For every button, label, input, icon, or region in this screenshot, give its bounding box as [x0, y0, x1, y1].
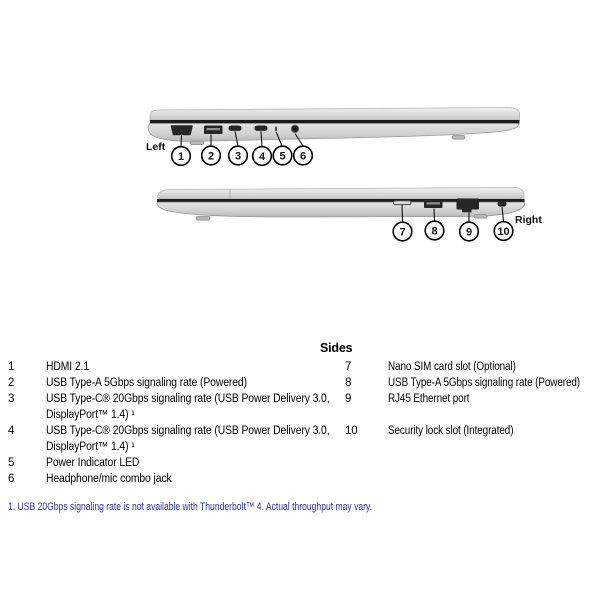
callout-3: [229, 146, 248, 165]
port-description: Headphone/mic combo jack: [46, 473, 172, 485]
power-led: [275, 127, 277, 132]
svg-text:3: 3: [234, 150, 242, 163]
right-side-label: Right: [515, 214, 542, 226]
rj45-notch: [462, 209, 472, 212]
port-number: 8: [345, 377, 352, 389]
svg-text:4: 4: [258, 151, 266, 163]
callout-5: [273, 146, 292, 165]
callout-2: [202, 146, 221, 165]
port-description: Security lock slot (Integrated): [388, 425, 514, 437]
usb-c-port-2: [255, 126, 268, 131]
sides-table-title: Sides: [320, 341, 353, 355]
svg-text:2: 2: [207, 150, 215, 163]
laptop-foot: [474, 215, 487, 219]
ports-table: [0, 359, 600, 487]
svg-text:8: 8: [431, 225, 438, 238]
port-description: USB Type-A 5Gbps signaling rate (Powered): [46, 377, 247, 389]
sim-card-slot: [394, 201, 412, 205]
callout-8: [425, 221, 444, 240]
callouts-right-view: [393, 221, 513, 241]
hdmi-port: [172, 126, 193, 135]
port-number: 5: [8, 457, 15, 469]
callout-1: [172, 147, 191, 166]
callout-9: [460, 222, 479, 241]
laptop-left-side-view: [146, 107, 520, 165]
port-number: 4: [8, 425, 15, 437]
svg-text:10: 10: [497, 226, 510, 238]
port-number: 10: [345, 425, 358, 437]
laptop-lid: [150, 107, 520, 120]
callout-7: [393, 222, 412, 241]
security-lock-slot: [498, 201, 507, 207]
port-description: [388, 471, 600, 487]
port-description: USB Type-C® 20Gbps signaling rate (USB Power Delivery 3.0, DisplayPort™ 1.4) ¹: [46, 425, 330, 453]
usb-c-port-1: [229, 126, 242, 131]
port-description: Power Indicator LED: [46, 457, 140, 469]
port-number: 1: [8, 361, 15, 373]
callouts-left-view: [172, 146, 313, 165]
laptop-seam: [150, 120, 520, 124]
port-number: 3: [8, 393, 15, 405]
port-number: 6: [8, 473, 15, 485]
footnote: 1. USB 20Gbps signaling rate is not available with Thunderbolt™ 4. Actual throughput may vary.: [8, 501, 373, 513]
port-number: [345, 471, 388, 487]
laptop-foot: [452, 136, 465, 140]
left-side-label: Left: [146, 141, 166, 153]
svg-text:9: 9: [465, 226, 473, 239]
usb-a-port-slit: [207, 128, 221, 130]
port-description: HDMI 2.1: [46, 361, 90, 373]
rj45-ethernet-port: [457, 199, 480, 210]
laptop-foot: [196, 217, 210, 221]
svg-text:5: 5: [279, 150, 286, 163]
headphone-jack-center: [294, 128, 296, 130]
callout-6: [294, 146, 313, 165]
port-number: 2: [8, 377, 15, 389]
callout-4: [253, 147, 272, 166]
port-description: USB Type-C® 20Gbps signaling rate (USB Power Delivery 3.0, DisplayPort™ 1.4) ¹: [46, 393, 330, 421]
port-description: Nano SIM card slot (Optional): [388, 361, 516, 373]
port-description: RJ45 Ethernet port: [388, 393, 470, 405]
laptop-foot: [190, 141, 204, 145]
laptop-lid: [158, 188, 524, 200]
laptop-right-side-view: [157, 188, 542, 241]
port-number: [345, 455, 388, 471]
port-number: 7: [345, 361, 352, 373]
laptop-sides-diagram: [0, 0, 600, 270]
port-description: [388, 455, 600, 471]
port-description: USB Type-A 5Gbps signaling rate (Powered): [388, 377, 580, 389]
callout-10: [494, 222, 513, 241]
svg-text:1: 1: [177, 151, 185, 163]
svg-text:6: 6: [299, 150, 307, 163]
usb-a-port-right-slit: [427, 202, 441, 204]
port-number: 9: [345, 393, 352, 405]
svg-text:7: 7: [399, 226, 406, 239]
